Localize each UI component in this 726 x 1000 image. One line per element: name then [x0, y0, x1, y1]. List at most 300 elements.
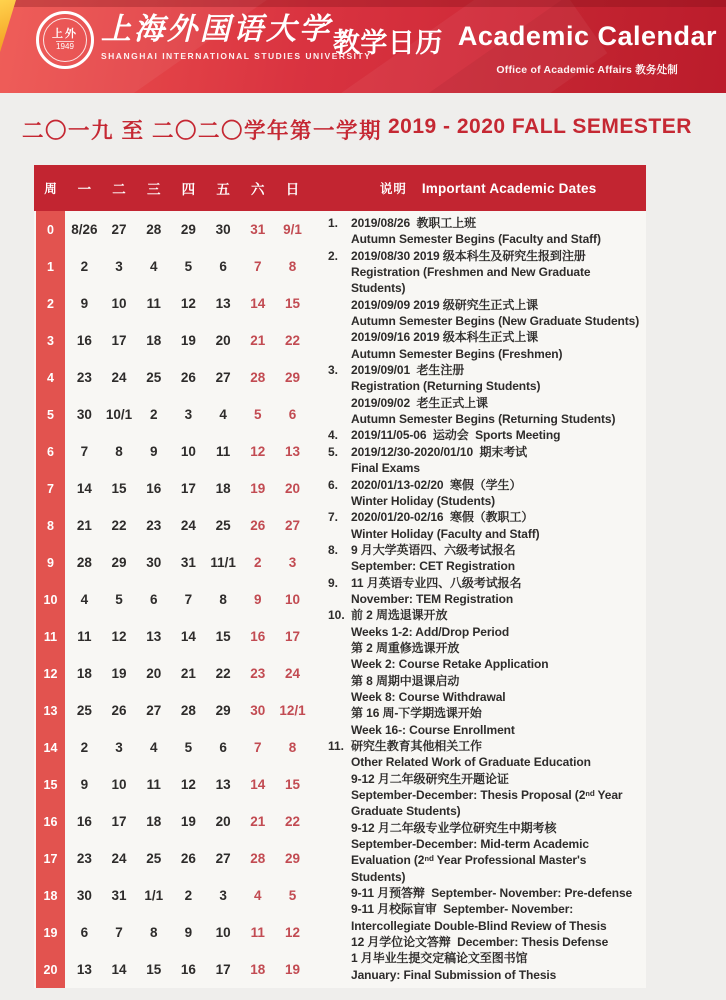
date-cell: 24 — [180, 518, 196, 533]
day-header: 五 — [216, 182, 230, 197]
note-line: September-December: Mid-term Academic — [351, 837, 589, 852]
notes-header-en: Important Academic Dates — [421, 180, 597, 196]
week-days — [67, 962, 310, 977]
weekend-date-cell: 14 — [250, 296, 266, 311]
week-number: 17 — [36, 840, 65, 877]
calendar-week-row — [36, 729, 310, 766]
date-cell: 15 — [215, 629, 231, 644]
date-cell: 2 — [80, 740, 89, 755]
weekend-date-cell: 6 — [288, 407, 297, 422]
week-number: 9 — [36, 544, 65, 581]
day-header: 一 — [77, 182, 92, 197]
note-line: Evaluation (2ⁿᵈ Year Professional Master's Students) — [351, 853, 590, 884]
week-days — [67, 925, 310, 940]
header-title — [333, 21, 717, 60]
calendar-week-row — [36, 396, 310, 433]
note-number: 8. — [328, 542, 339, 557]
week-days — [67, 370, 310, 385]
note-line: Autumn Semester Begins (Faculty and Staff) — [351, 232, 601, 247]
date-cell: 25 — [146, 851, 162, 866]
date-cell: 13 — [215, 296, 231, 311]
weekend-date-cell: 9 — [254, 592, 262, 607]
week-number: 4 — [36, 359, 65, 396]
date-cell: 2 — [80, 259, 89, 274]
week-days — [67, 555, 310, 570]
date-cell: 8/26 — [71, 222, 98, 237]
date-cell: 23 — [146, 518, 162, 533]
date-cell: 9 — [80, 777, 89, 792]
week-column-header: 周 — [44, 182, 57, 196]
date-cell: 24 — [111, 370, 127, 385]
week-number: 13 — [36, 692, 65, 729]
calendar-week-row — [36, 618, 310, 655]
header-title-cn: 教学日历 — [332, 28, 443, 58]
calendar-week-row — [36, 359, 310, 396]
date-cell: 14 — [180, 629, 196, 644]
weekend-date-cell: 16 — [250, 629, 266, 644]
weekend-date-cell: 21 — [250, 814, 266, 829]
note-line: 2019/09/02 老生正式上课 — [351, 395, 488, 410]
week-days — [67, 592, 310, 607]
note-line: 2019/09/01 老生注册 — [351, 363, 465, 378]
calendar-week-row — [36, 803, 310, 840]
table-header-bar — [34, 165, 646, 211]
date-cell: 20 — [215, 333, 231, 348]
weekend-date-cell: 3 — [288, 555, 297, 570]
date-cell: 6 — [149, 592, 158, 607]
date-cell: 14 — [111, 962, 127, 977]
note-line: Students) — [351, 281, 406, 296]
date-cell: 17 — [111, 814, 127, 829]
date-cell: 3 — [115, 259, 123, 274]
weekend-date-cell: 12/1 — [279, 703, 306, 718]
calendar-week-row — [36, 692, 310, 729]
note-number: 3. — [328, 363, 339, 378]
week-number: 8 — [36, 507, 65, 544]
week-number: 0 — [36, 211, 65, 248]
date-cell: 17 — [111, 333, 127, 348]
week-days — [67, 740, 310, 755]
calendar-week-row — [36, 766, 310, 803]
note-number: 5. — [328, 444, 339, 459]
date-cell: 9 — [149, 444, 158, 459]
note-item — [328, 427, 641, 443]
week-number: 12 — [36, 655, 65, 692]
calendar-week-row — [36, 840, 310, 877]
date-cell: 4 — [80, 592, 89, 607]
weekend-date-cell: 2 — [254, 555, 262, 570]
week-days — [67, 333, 310, 348]
week-number: 16 — [36, 803, 65, 840]
date-cell: 17 — [180, 481, 196, 496]
weekend-date-cell: 29 — [284, 370, 300, 385]
note-lines — [351, 427, 641, 443]
weekend-date-cell: 12 — [250, 444, 266, 459]
date-cell: 20 — [146, 666, 162, 681]
note-item — [328, 509, 641, 542]
note-line: 2019/09/16 2019 级本科生正式上课 — [351, 330, 539, 345]
date-cell: 12 — [180, 296, 196, 311]
weekend-date-cell: 30 — [250, 703, 266, 718]
note-line: 1 月毕业生提交定稿论文至图书馆 — [351, 951, 528, 966]
date-cell: 18 — [76, 666, 92, 681]
weekend-date-cell: 19 — [284, 962, 300, 977]
date-cell: 1/1 — [144, 888, 164, 903]
note-line: Autumn Semester Begins (Freshmen) — [351, 346, 563, 361]
date-cell: 16 — [146, 481, 162, 496]
note-line: Registration (Freshmen and New Graduate — [351, 265, 591, 280]
weekend-date-cell: 15 — [284, 777, 300, 792]
week-number: 5 — [36, 396, 65, 433]
week-number: 1 — [36, 248, 65, 285]
week-number: 15 — [36, 766, 65, 803]
weekend-date-cell: 21 — [250, 333, 266, 348]
date-cell: 18 — [146, 814, 162, 829]
note-line: 第 8 周期中退课启动 — [351, 673, 460, 688]
seal-year: 1949 — [56, 42, 74, 52]
weekend-date-cell: 5 — [288, 888, 297, 903]
date-cell: 30 — [76, 407, 92, 422]
note-line: September-December: Thesis Proposal (2ⁿᵈ Year — [351, 788, 623, 803]
date-cell: 25 — [76, 703, 92, 718]
note-line: 12 月学位论文答辩 December: Thesis Defense — [351, 935, 609, 950]
notes-header-cn: 说明 — [379, 182, 407, 196]
date-cell: 11 — [215, 444, 231, 459]
note-lines — [351, 477, 641, 510]
date-cell: 16 — [76, 814, 92, 829]
note-number: 1. — [328, 216, 339, 230]
date-cell: 25 — [146, 370, 162, 385]
date-cell: 8 — [219, 592, 227, 607]
date-cell: 30 — [76, 888, 92, 903]
university-name-en: SHANGHAI INTERNATIONAL STUDIES UNIVERSITY — [101, 50, 372, 61]
note-line: Final Exams — [351, 461, 420, 476]
week-days — [67, 814, 310, 829]
note-line: Winter Holiday (Students) — [351, 493, 496, 508]
date-cell: 29 — [111, 555, 127, 570]
note-line: Week 2: Course Retake Application — [351, 657, 549, 672]
week-days — [67, 518, 310, 533]
calendar-board — [34, 165, 646, 988]
week-days — [67, 888, 310, 903]
weekend-date-cell: 4 — [254, 888, 262, 903]
seal-text: 上外 — [52, 28, 78, 41]
note-number: 6. — [328, 477, 339, 492]
calendar-week-row — [36, 877, 310, 914]
note-line: Week 8: Course Withdrawal — [351, 689, 506, 704]
date-cell: 28 — [76, 555, 92, 570]
calendar-week-row — [36, 211, 310, 248]
date-cell: 10/1 — [105, 407, 133, 422]
week-number: 6 — [36, 433, 65, 470]
date-cell: 29 — [215, 703, 231, 718]
week-days — [67, 259, 310, 274]
week-number: 14 — [36, 729, 65, 766]
week-number: 18 — [36, 877, 65, 914]
date-cell: 7 — [80, 444, 89, 459]
week-number: 7 — [36, 470, 65, 507]
weekend-date-cell: 28 — [250, 851, 266, 866]
note-line: 第 16 周-下学期选课开始 — [351, 706, 482, 721]
note-line: 2019/12/30-2020/01/10 期末考试 — [351, 444, 528, 459]
day-header: 日 — [285, 182, 300, 197]
calendar-week-row — [36, 285, 310, 322]
note-lines — [351, 248, 641, 362]
date-cell: 12 — [111, 629, 127, 644]
date-cell: 7 — [184, 592, 193, 607]
date-cell: 18 — [215, 481, 231, 496]
date-cell: 22 — [215, 666, 231, 681]
date-cell: 27 — [215, 851, 231, 866]
date-cell: 4 — [149, 259, 158, 274]
week-days — [67, 407, 310, 422]
day-headers — [67, 178, 310, 198]
weekend-date-cell: 22 — [284, 333, 300, 348]
calendar-week-row — [36, 914, 310, 951]
date-cell: 30 — [215, 222, 231, 237]
semester-title-en: 2019 - 2020 FALL SEMESTER — [388, 115, 692, 138]
note-line: 2019/08/26 教职工上班 — [351, 216, 477, 230]
date-cell: 9 — [80, 296, 89, 311]
day-header: 二 — [112, 182, 126, 197]
date-cell: 3 — [115, 740, 123, 755]
week-days — [67, 666, 310, 681]
date-cell: 18 — [146, 333, 162, 348]
note-number: 2. — [328, 248, 339, 263]
app-header — [0, 0, 726, 93]
weekend-date-cell: 23 — [250, 666, 266, 681]
note-number: 4. — [328, 428, 339, 443]
date-cell: 29 — [180, 222, 196, 237]
date-cell: 15 — [111, 481, 127, 496]
note-line: September: CET Registration — [351, 559, 515, 574]
date-cell: 16 — [180, 962, 196, 977]
note-line: November: TEM Registration — [351, 591, 514, 606]
calendar-week-row — [36, 322, 310, 359]
date-cell: 23 — [76, 851, 92, 866]
date-cell: 19 — [180, 333, 196, 348]
note-line: Autumn Semester Begins (New Graduate Students) — [351, 314, 640, 329]
note-line: 第 2 周重修选课开放 — [351, 640, 460, 655]
note-item — [328, 542, 641, 575]
date-cell: 10 — [180, 444, 196, 459]
week-days — [67, 444, 310, 459]
note-line: 2019/09/09 2019 级研究生正式上课 — [351, 297, 539, 312]
date-cell: 19 — [111, 666, 127, 681]
note-line: 11 月英语专业四、八级考试报名 — [351, 575, 522, 590]
calendar-week-row — [36, 470, 310, 507]
note-lines — [351, 542, 641, 575]
date-cell: 31 — [180, 555, 196, 570]
date-cell: 26 — [180, 370, 196, 385]
day-header: 六 — [251, 182, 265, 197]
date-cell: 2 — [184, 888, 193, 903]
weekend-date-cell: 20 — [284, 481, 300, 496]
note-item — [328, 738, 641, 983]
weekend-date-cell: 18 — [250, 962, 266, 977]
note-number: 9. — [328, 575, 339, 590]
note-item — [328, 248, 641, 362]
week-days — [67, 703, 310, 718]
note-line: 9 月大学英语四、六级考试报名 — [351, 542, 516, 557]
note-item — [328, 215, 641, 248]
date-cell: 3 — [184, 407, 193, 422]
date-cell: 16 — [76, 333, 92, 348]
note-item — [328, 362, 641, 427]
date-cell: 11/1 — [210, 555, 236, 570]
office-credit: Office of Academic Affairs 教务处制 — [496, 64, 678, 76]
note-number: 10. — [328, 608, 345, 623]
note-line: 9-12 月二年级研究生开题论证 — [351, 771, 509, 786]
date-cell: 10 — [215, 925, 231, 940]
week-number: 11 — [36, 618, 65, 655]
date-cell: 10 — [111, 777, 127, 792]
university-name-cn: 上海外国语大学 — [101, 13, 332, 46]
date-cell: 9 — [184, 925, 193, 940]
calendar-week-row — [36, 248, 310, 285]
calendar-week-row — [36, 951, 310, 988]
week-days — [67, 296, 310, 311]
date-cell: 17 — [215, 962, 231, 977]
date-cell: 6 — [80, 925, 89, 940]
calendar-week-row — [36, 581, 310, 618]
weekend-date-cell: 7 — [254, 740, 262, 755]
note-line: Week 16-: Course Enrollment — [351, 722, 515, 737]
weekend-date-cell: 12 — [284, 925, 300, 940]
note-item — [328, 575, 641, 608]
date-cell: 2 — [149, 407, 158, 422]
date-cell: 8 — [149, 925, 158, 940]
note-line: Weeks 1-2: Add/Drop Period — [351, 624, 510, 639]
note-lines — [351, 362, 641, 427]
date-cell: 11 — [146, 777, 161, 792]
note-line: 研究生教育其他相关工作 — [351, 739, 482, 753]
week-days — [67, 481, 310, 496]
date-cell: 20 — [215, 814, 231, 829]
date-cell: 13 — [146, 629, 162, 644]
note-item — [328, 607, 641, 738]
note-line: 2020/01/13-02/20 寒假（学生） — [351, 477, 522, 492]
note-line: Autumn Semester Begins (Returning Students) — [351, 412, 616, 427]
day-header: 三 — [146, 182, 161, 197]
weekend-date-cell: 5 — [254, 407, 262, 422]
note-line: Intercollegiate Double-Blind Review of Thesis — [351, 918, 607, 933]
weekend-date-cell: 24 — [284, 666, 300, 681]
note-line: Registration (Returning Students) — [351, 379, 541, 394]
date-cell: 26 — [111, 703, 127, 718]
note-line: 9-12 月二年级专业学位研究生中期考核 — [351, 820, 557, 835]
date-cell: 5 — [115, 592, 123, 607]
semester-title — [0, 112, 726, 152]
note-line: 2019/08/30 2019 级本科生及研究生报到注册 — [351, 248, 586, 263]
weekend-date-cell: 11 — [250, 925, 265, 940]
calendar-week-row — [36, 655, 310, 692]
date-cell: 4 — [219, 407, 227, 422]
week-number: 20 — [36, 951, 65, 988]
note-line: 前 2 周选退课开放 — [351, 608, 448, 623]
weekend-date-cell: 14 — [250, 777, 266, 792]
date-cell: 5 — [184, 740, 193, 755]
header-title-en: Academic Calendar — [457, 21, 717, 51]
date-cell: 27 — [215, 370, 231, 385]
date-cell: 28 — [146, 222, 162, 237]
university-seal-icon — [36, 11, 94, 69]
note-lines — [351, 607, 641, 738]
note-item — [328, 477, 641, 510]
weekend-date-cell: 29 — [284, 851, 300, 866]
weekend-date-cell: 17 — [284, 629, 300, 644]
note-lines — [351, 575, 641, 608]
note-line: 2019/11/05-06 运动会 Sports Meeting — [351, 428, 561, 443]
weekend-date-cell: 8 — [288, 740, 297, 755]
weekend-date-cell: 13 — [284, 444, 300, 459]
header-top-shade — [0, 0, 726, 7]
weekend-date-cell: 22 — [284, 814, 300, 829]
weekend-date-cell: 7 — [254, 259, 262, 274]
date-cell: 23 — [76, 370, 92, 385]
date-cell: 14 — [76, 481, 92, 496]
week-days — [67, 777, 310, 792]
calendar-week-row — [36, 507, 310, 544]
notes-list — [328, 215, 641, 983]
date-cell: 13 — [215, 777, 231, 792]
note-number: 7. — [328, 510, 339, 525]
university-name-block — [101, 13, 371, 61]
date-cell: 11 — [146, 296, 161, 311]
date-cell: 15 — [146, 962, 162, 977]
note-lines — [351, 738, 641, 983]
week-number: 19 — [36, 914, 65, 951]
weekend-date-cell: 31 — [250, 222, 266, 237]
date-cell: 13 — [76, 962, 92, 977]
date-cell: 24 — [111, 851, 127, 866]
date-cell: 31 — [111, 888, 127, 903]
date-cell: 21 — [180, 666, 196, 681]
week-number: 3 — [36, 322, 65, 359]
calendar-week-row — [36, 433, 310, 470]
week-days — [67, 222, 310, 237]
note-line: 9-11 月校际盲审 September- November: — [351, 902, 574, 917]
calendar-weeks — [36, 211, 310, 988]
weekend-date-cell: 26 — [250, 518, 266, 533]
weekend-date-cell: 9/1 — [283, 222, 302, 237]
semester-title-cn: 二〇一九 至 二〇二〇学年第一学期 — [22, 119, 382, 143]
date-cell: 28 — [180, 703, 196, 718]
weekend-date-cell: 27 — [284, 518, 300, 533]
date-cell: 6 — [219, 259, 227, 274]
date-cell: 26 — [180, 851, 196, 866]
date-cell: 4 — [149, 740, 158, 755]
date-cell: 19 — [180, 814, 196, 829]
note-line: Graduate Students) — [351, 804, 461, 819]
weekend-date-cell: 15 — [284, 296, 300, 311]
date-cell: 30 — [146, 555, 162, 570]
date-cell: 27 — [146, 703, 162, 718]
note-line: 9-11 月预答辩 September- November: Pre-defense — [351, 886, 633, 901]
date-cell: 11 — [77, 629, 92, 644]
day-header: 四 — [181, 182, 196, 197]
week-number: 10 — [36, 581, 65, 618]
note-item — [328, 444, 641, 477]
date-cell: 5 — [184, 259, 193, 274]
date-cell: 12 — [180, 777, 196, 792]
note-lines — [351, 215, 641, 248]
note-number: 11. — [328, 739, 345, 753]
note-line: 2020/01/20-02/16 寒假（教职工） — [351, 510, 534, 525]
date-cell: 21 — [76, 518, 92, 533]
date-cell: 22 — [111, 518, 127, 533]
week-days — [67, 851, 310, 866]
